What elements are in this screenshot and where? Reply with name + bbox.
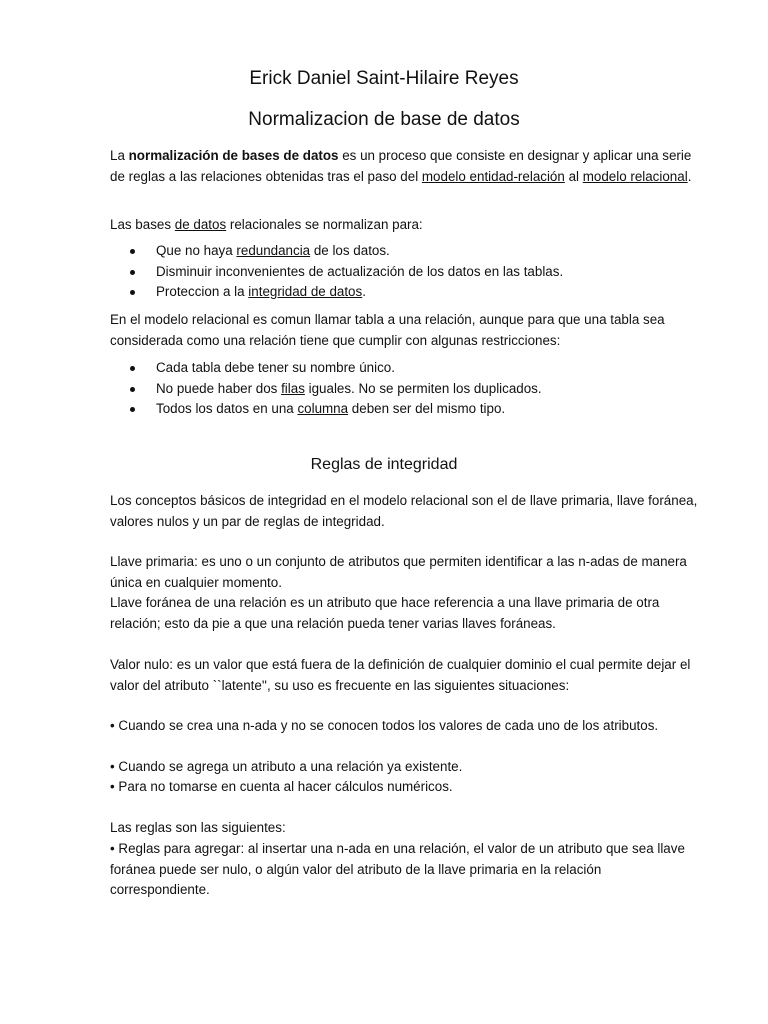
rules-heading: Las reglas son las siguientes: bbox=[110, 820, 286, 835]
list-item-text: Disminuir inconvenientes de actualización de los datos en las tablas. bbox=[156, 263, 564, 279]
primary-key-paragraph: Llave primaria: es uno o un conjunto de atributos que permiten identificar a las n-adas de manera única en cualquier momento. bbox=[110, 554, 687, 590]
purpose-text: Las bases bbox=[110, 217, 175, 232]
situation-line: • Cuando se agrega un atributo a una relación ya existente. bbox=[110, 759, 463, 774]
purpose-text: relacionales se normalizan para: bbox=[226, 217, 423, 232]
bullet-icon bbox=[130, 407, 135, 412]
situation-line: • Para no tomarse en cuenta al hacer cálculos numéricos. bbox=[110, 779, 453, 794]
bullet-icon bbox=[130, 290, 135, 295]
intro-text: . bbox=[687, 168, 692, 184]
situation-line: • Cuando se crea una n-ada y no se conocen todos los valores de cada uno de los atributos. bbox=[110, 718, 659, 733]
restrictions-list bbox=[110, 358, 700, 420]
bullet-icon bbox=[130, 249, 135, 254]
link-modelo-entidad-relacion[interactable]: modelo entidad-relación bbox=[421, 168, 565, 184]
model-paragraph: En el modelo relacional es comun llamar tabla a una relación, aunque para que una tabla sea considerada como una relación tiene que cumplir con algunas restricciones: bbox=[110, 312, 665, 348]
integrity-intro-paragraph: Los conceptos básicos de integridad en el modelo relacional son el de llave primaria, llave foránea, valores nulos y un par de reglas de integridad. bbox=[110, 493, 698, 529]
list-item-text: de los datos. bbox=[310, 243, 390, 258]
intro-text: es un proceso que consiste en designar y aplicar una serie de reglas a las relaciones obtenidas tras el paso del bbox=[110, 148, 692, 184]
intro-text: al bbox=[564, 168, 583, 184]
link-de-datos[interactable]: de datos bbox=[174, 217, 227, 232]
document-title: Normalizacion de base de datos bbox=[248, 109, 520, 130]
list-item bbox=[110, 399, 700, 420]
list-item bbox=[110, 262, 700, 283]
link-integridad-de-datos[interactable]: integridad de datos bbox=[248, 284, 363, 299]
list-item-text: . bbox=[362, 284, 366, 299]
purpose-list bbox=[110, 241, 700, 303]
bullet-icon bbox=[130, 366, 135, 371]
rule-add-paragraph: • Reglas para agregar: al insertar una n-ada en una relación, el valor de un atributo que sea llave foránea puede ser nulo, o algún valor del atributo de la llave primaria en la relación correspondiente. bbox=[110, 841, 685, 897]
purpose-paragraph bbox=[110, 215, 700, 236]
link-redundancia[interactable]: redundancia bbox=[236, 243, 311, 258]
list-item-text: Cada tabla debe tener su nombre único. bbox=[156, 360, 395, 375]
foreign-key-paragraph: Llave foránea de una relación es un atributo que hace referencia a una llave primaria de otra relación; esto da pie a que una relación pueda tener varias llaves foráneas. bbox=[110, 595, 660, 631]
list-item-text: Todos los datos en una bbox=[156, 401, 298, 416]
intro-text: La bbox=[110, 148, 129, 163]
author-name: Erick Daniel Saint-Hilaire Reyes bbox=[249, 68, 519, 89]
intro-paragraph bbox=[110, 146, 700, 187]
link-columna[interactable]: columna bbox=[297, 401, 349, 416]
bullet-icon bbox=[130, 387, 135, 392]
list-item bbox=[110, 241, 700, 262]
list-item-text: No puede haber dos bbox=[156, 380, 282, 396]
bullet-icon bbox=[130, 270, 135, 275]
intro-bold-term: normalización de bases de datos bbox=[128, 148, 339, 163]
list-item bbox=[110, 282, 700, 303]
list-item-text: iguales. No se permiten los duplicados. bbox=[304, 380, 542, 396]
list-item-text: Que no haya bbox=[156, 243, 237, 258]
section-heading-integridad: Reglas de integridad bbox=[310, 456, 458, 473]
link-filas[interactable]: filas bbox=[281, 380, 305, 396]
null-value-paragraph: Valor nulo: es un valor que está fuera de la definición de cualquier dominio el cual permite dejar el valor del atributo ``latente'', su uso es frecuente en las siguientes situaciones: bbox=[110, 657, 691, 693]
link-modelo-relacional[interactable]: modelo relacional bbox=[582, 168, 688, 184]
list-item-text: deben ser del mismo tipo. bbox=[348, 401, 506, 416]
list-item bbox=[110, 358, 700, 379]
list-item bbox=[110, 379, 700, 400]
list-item-text: Proteccion a la bbox=[156, 284, 249, 299]
